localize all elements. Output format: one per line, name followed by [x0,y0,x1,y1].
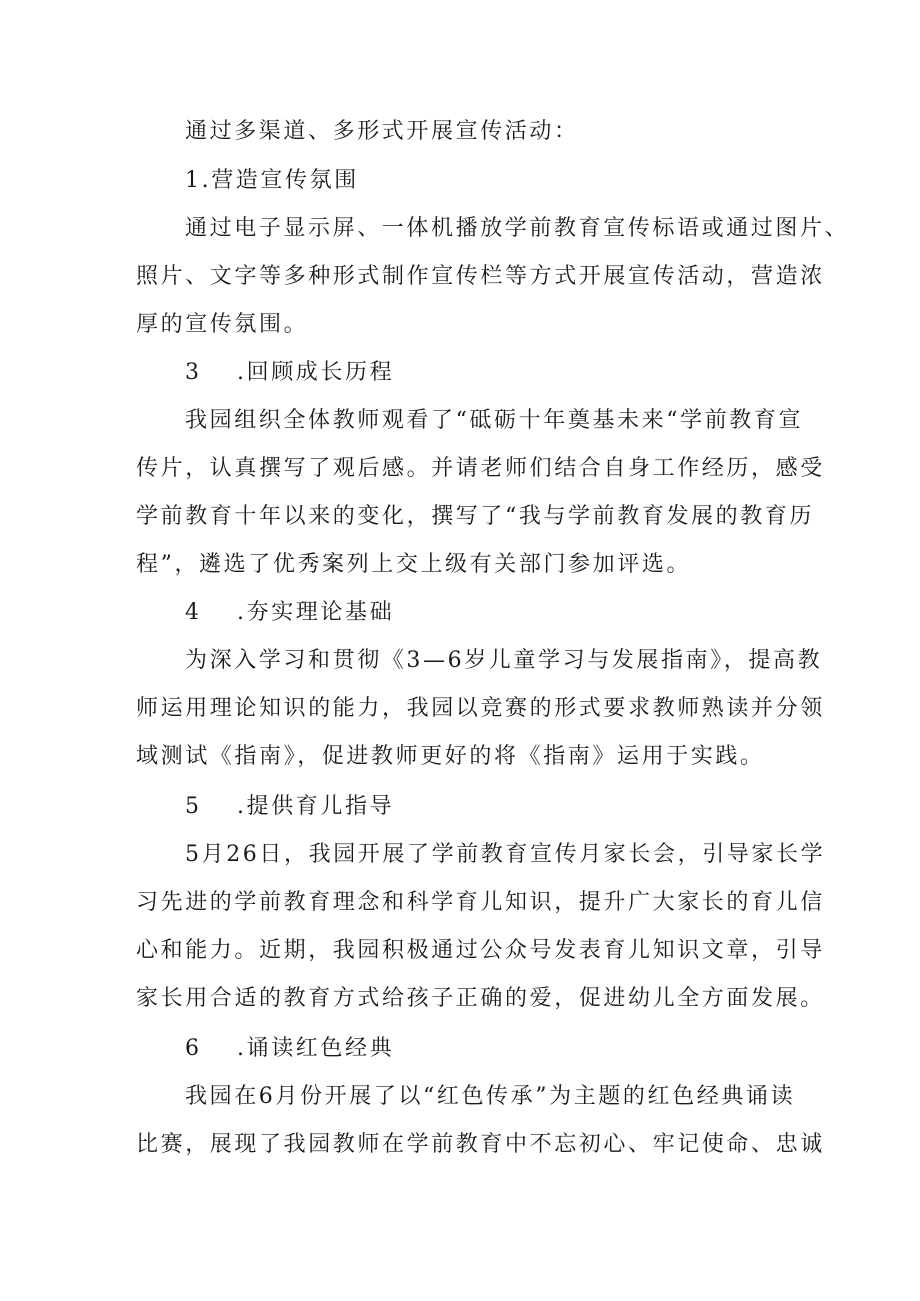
paragraph-line: 5月26日，我园开展了学前教育宣传月家长会，引导家长学 [185,842,826,867]
paragraph-line: 传片，认真撰写了观后感。并请老师们结合自身工作经历，感受 [136,456,825,481]
section-1-heading: 1.营造宣传氛围 [185,168,359,193]
section-5-heading [0,792,920,822]
section-number: 6 [185,1036,202,1061]
section-title: .夯实理论基础 [237,600,395,625]
section-number: 5 [185,794,202,819]
section-title: .提供育儿指导 [237,794,395,819]
section-6-heading [0,1034,920,1064]
paragraph-line: 照片、文字等多种形式制作宣传栏等方式开展宣传活动，营造浓 [136,264,825,289]
intro-line: 通过多渠道、多形式开展宣传活动： [185,119,579,144]
paragraph-line: 我园组织全体教师观看了“砥砺十年奠基未来“学前教育宣 [185,408,804,433]
paragraph-line: 域测试《指南》，促进教师更好的将《指南》运用于实践。 [136,744,765,769]
paragraph-line: 学前教育十年以来的变化，撰写了“我与学前教育发展的教育历 [136,504,815,529]
paragraph-line: 习先进的学前教育理念和科学育儿知识，提升广大家长的育儿信 [136,890,825,915]
paragraph-line: 为深入学习和贯彻《3—6岁儿童学习与发展指南》，提高教 [185,648,823,673]
paragraph-line: 厚的宣传氛围。 [136,312,309,337]
section-4-heading [0,598,920,628]
section-number: 4 [185,600,202,625]
section-number: 3 [185,360,202,385]
paragraph-line: 程”，遴选了优秀案列上交上级有关部门参加评选。 [136,552,692,577]
section-title: .诵读红色经典 [237,1036,395,1061]
paragraph-line: 师运用理论知识的能力，我园以竞赛的形式要求教师熟读并分领 [136,696,825,721]
paragraph-line: 我园在6月份开展了以“红色传承”为主题的红色经典诵读 [185,1084,796,1109]
paragraph-line: 心和能力。近期，我园积极通过公众号发表育儿知识文章，引导 [136,938,825,963]
section-3-heading [0,358,920,388]
paragraph-line: 通过电子显示屏、一体机播放学前教育宣传标语或通过图片、 [185,216,850,241]
paragraph-line: 家长用合适的教育方式给孩子正确的爱，促进幼儿全方面发展。 [136,986,825,1011]
paragraph-line: 比赛，展现了我园教师在学前教育中不忘初心、牢记使命、忠诚 [136,1132,825,1157]
section-title: .回顾成长历程 [237,360,395,385]
